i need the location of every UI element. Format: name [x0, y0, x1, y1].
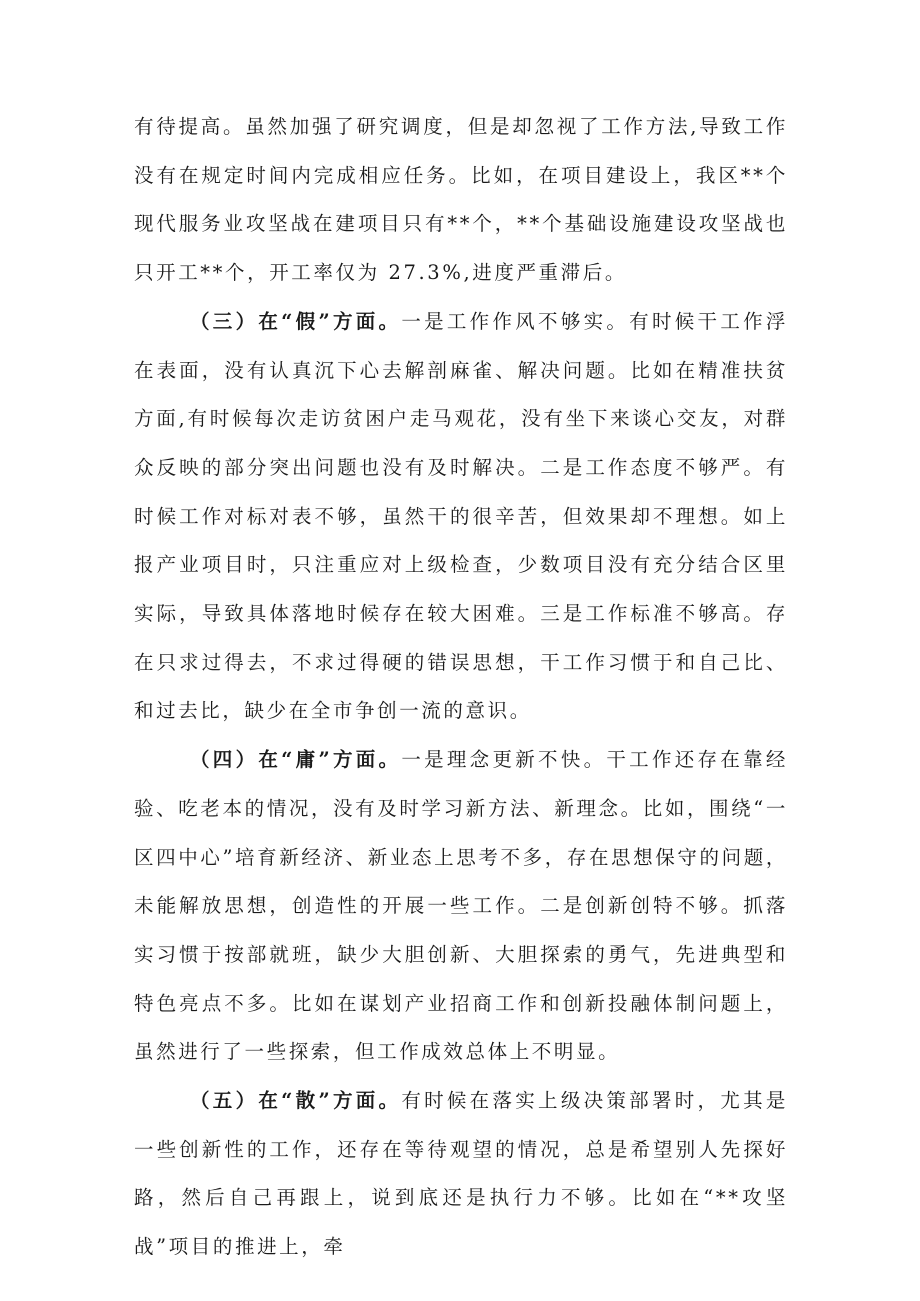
paragraph-body: 一是理念更新不快。干工作还存在靠经验、吃老本的情况，没有及时学习新方法、新理念。比如，围绕“一区四中心”培育新经济、新业态上思考不多，存在思想保守的问题，未能解放思想，创造性的开展一些工作。二是创新创特不够。抓落实习惯于按部就班，缺少大胆创新、大胆探索的勇气，先进典型和特色亮点不多。比如在谋划产业招商工作和创新投融体制问题上，虽然进行了一些探索，但工作成效总体上不明显。 — [134, 748, 789, 1064]
section-heading: （五）在“散”方面。 — [190, 1089, 402, 1113]
paragraph-section-4 — [134, 736, 788, 1077]
paragraph-section-5 — [134, 1077, 788, 1272]
paragraph-body: 有时候在落实上级决策部署时，尤其是一些创新性的工作，还存在等待观望的情况，总是希望别人先探好路，然后自己再跟上，说到底还是执行力不够。比如在“**攻坚战”项目的推进上，牵 — [134, 1089, 789, 1259]
paragraph-continued — [134, 103, 788, 298]
section-heading: （三）在“假”方面。 — [190, 309, 402, 333]
paragraph-body: 有待提高。虽然加强了研究调度，但是却忽视了工作方法,导致工作没有在规定时间内完成相应任务。比如，在项目建设上，我区**个现代服务业攻坚战在建项目只有**个，**个基础设施建设攻坚战也只开工**个，开工率仅为 27.3%,进度严重滞后。 — [134, 115, 788, 285]
paragraph-body: 一是工作作风不够实。有时候干工作浮在表面，没有认真沉下心去解剖麻雀、解决问题。比如在精准扶贫方面,有时候每次走访贫困户走马观花，没有坐下来谈心交友，对群众反映的部分突出问题也没有及时解决。二是工作态度不够严。有时候工作对标对表不够，虽然干的很辛苦，但效果却不理想。如上报产业项目时，只注重应对上级检查，少数项目没有充分结合区里实际，导致具体落地时候存在较大困难。三是工作标准不够高。存在只求过得去，不求过得硬的错误思想，干工作习惯于和自己比、和过去比，缺少在全市争创一流的意识。 — [134, 309, 789, 723]
paragraph-section-3 — [134, 298, 788, 736]
document-page — [134, 103, 788, 1272]
section-heading: （四）在“庸”方面。 — [190, 748, 402, 772]
